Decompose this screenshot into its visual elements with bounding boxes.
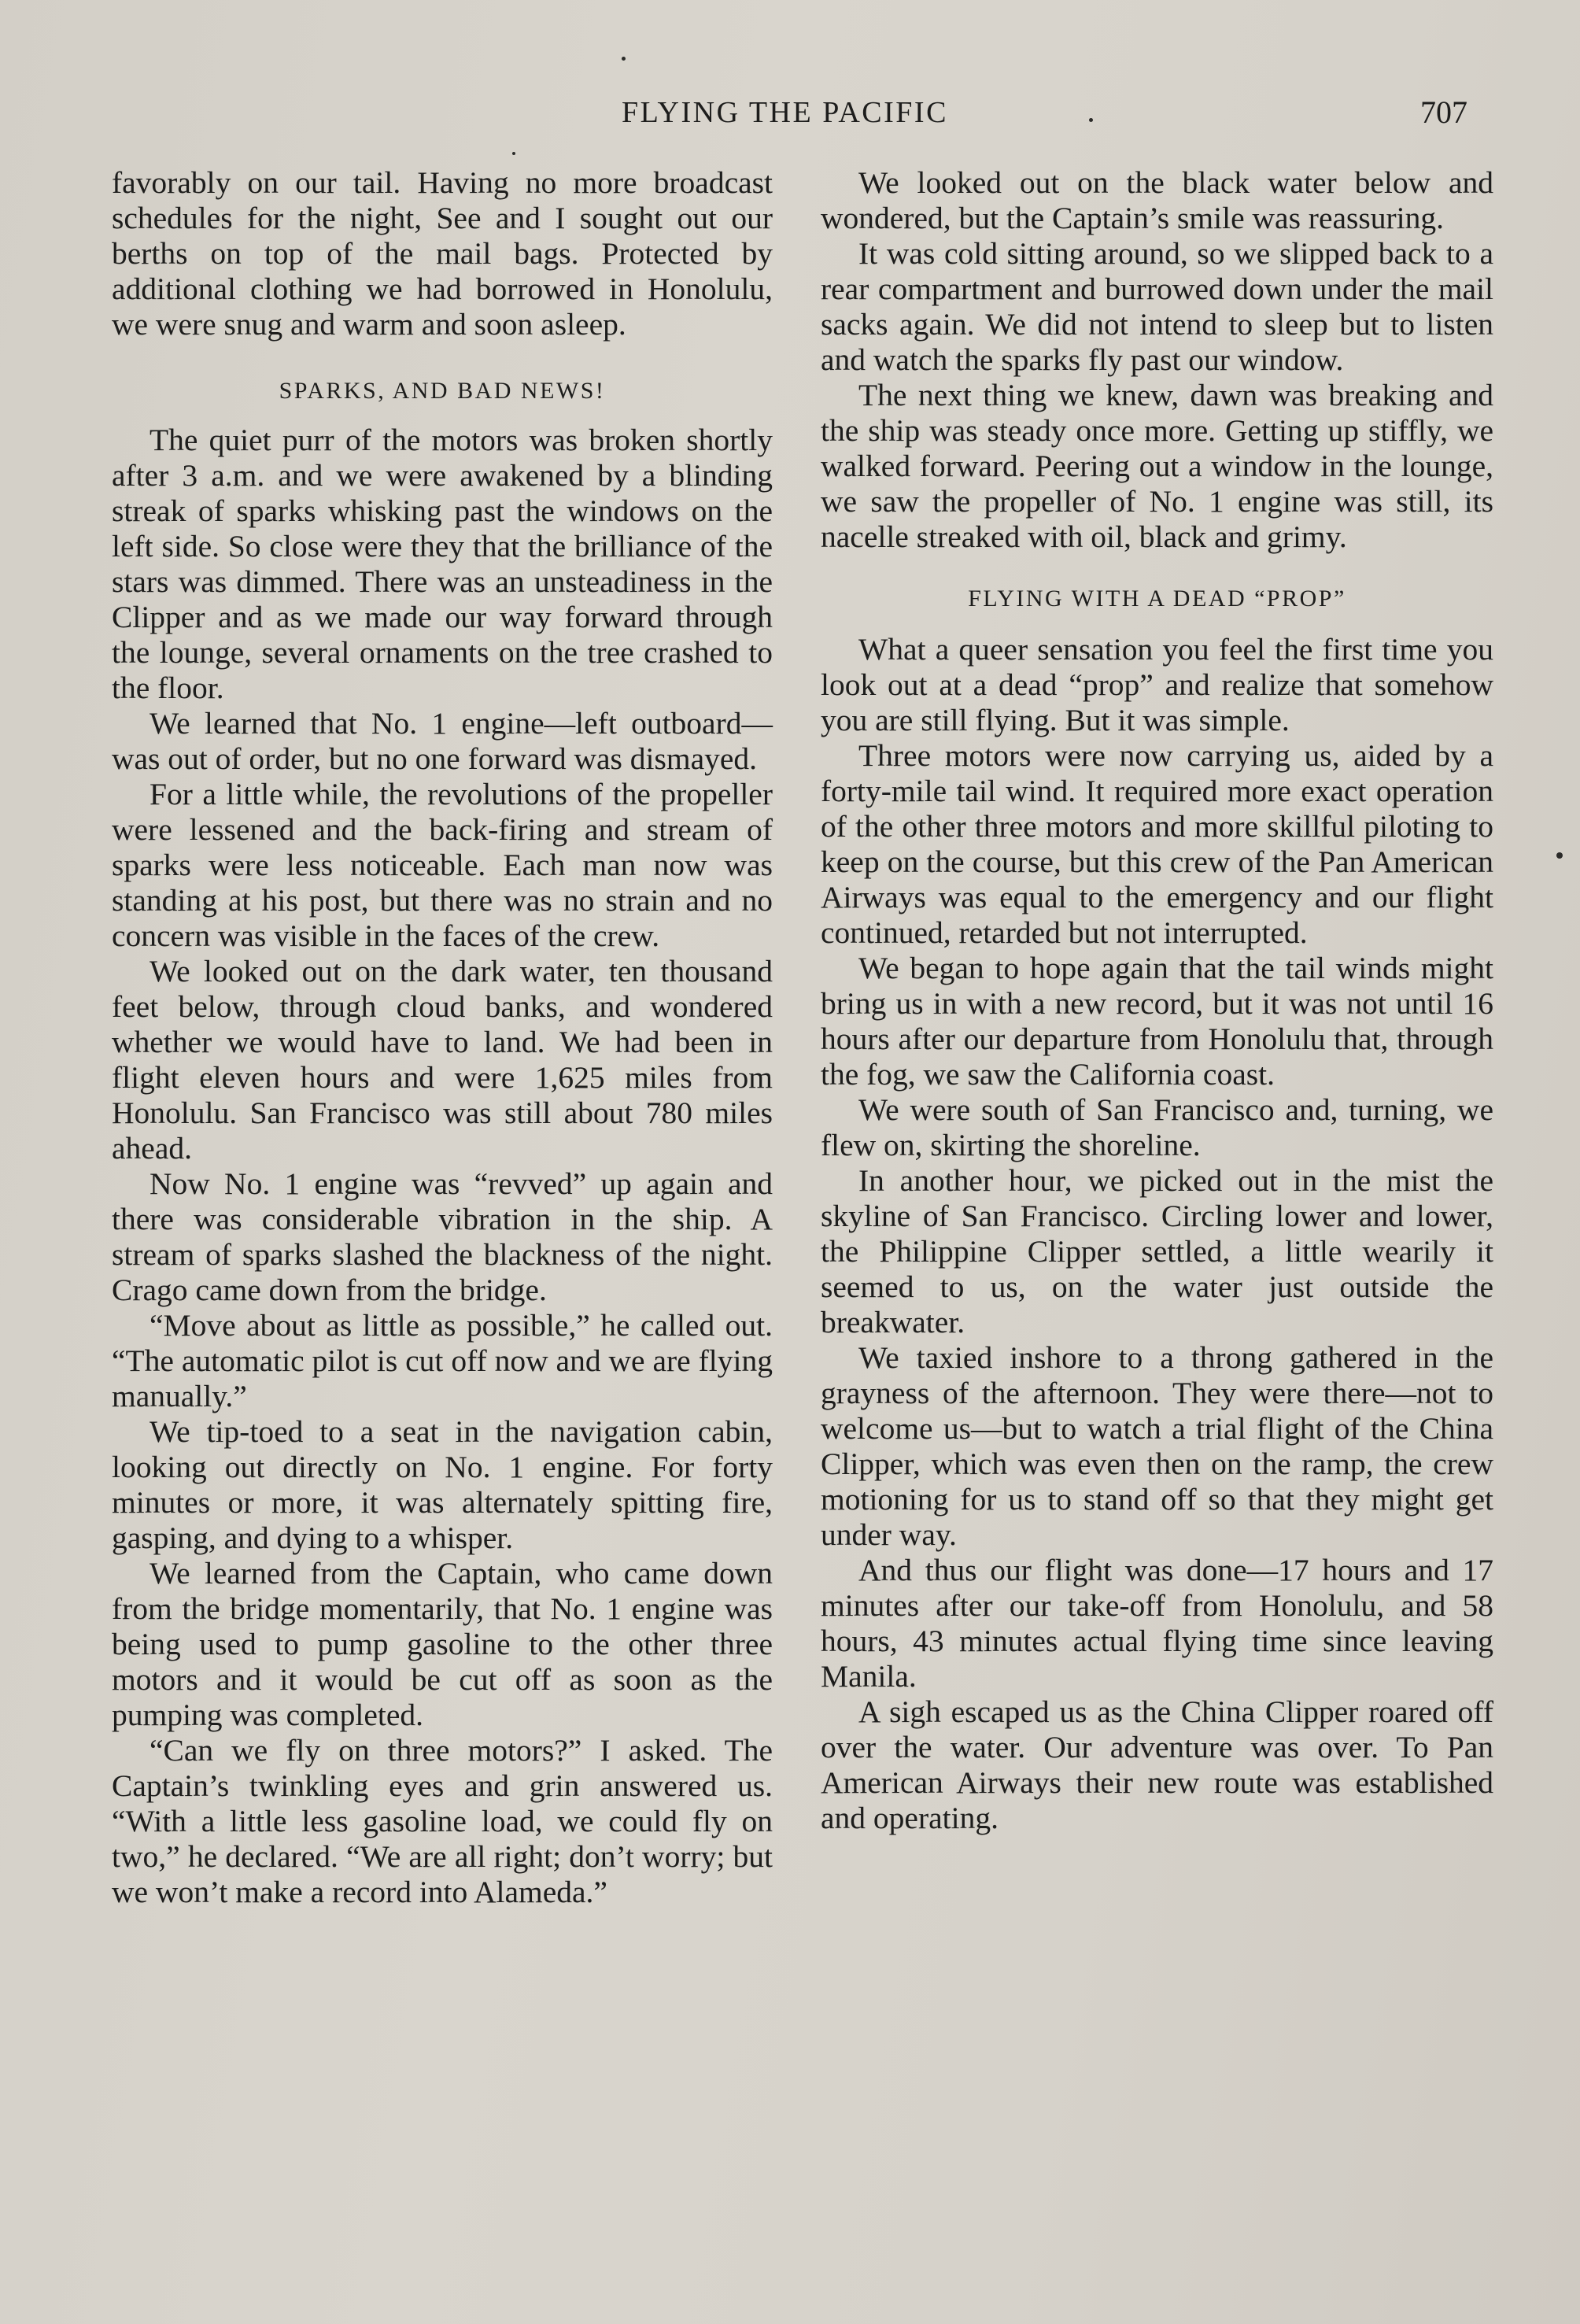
paragraph: We were south of San Francisco and, turning, we flew on, skirting the shoreline.: [821, 1092, 1493, 1162]
running-title: FLYING THE PACIFIC: [622, 96, 948, 129]
paper-speck: [512, 152, 515, 155]
left-column: [112, 165, 773, 1910]
paragraph: A sigh escaped us as the China Clipper roared off over the water. Our adventure was over. To Pan American Airways their new route was established and operating.: [821, 1694, 1493, 1835]
page-number: 707: [1420, 94, 1467, 130]
section-subhead: SPARKS, AND BAD NEWS!: [279, 378, 606, 404]
running-header: [0, 93, 1580, 132]
paragraph: favorably on our tail. Having no more broadcast schedules for the night, See and I sought out our berths on top of the mail bags. Protected by additional clothing we had borrowed in Honolulu, we were snug and warm and soon asleep.: [112, 165, 773, 342]
paragraph: The next thing we knew, dawn was breaking and the ship was steady once more. Getting up stiffly, we walked forward. Peering out a window in the lounge, we saw the propeller of No. 1 engine was still, its nacelle streaked with oil, black and grimy.: [821, 378, 1493, 554]
paragraph: In another hour, we picked out in the mist the skyline of San Francisco. Circling lower and lower, the Philippine Clipper settled, a little wearily it seemed to us, on the water just outside the breakwater.: [821, 1163, 1493, 1339]
paragraph: We learned that No. 1 engine—left outboard—was out of order, but no one forward was dismayed.: [112, 706, 773, 776]
paragraph: We began to hope again that the tail winds might bring us in with a new record, but it was not until 16 hours after our departure from Honolulu that, through the fog, we saw the California coast.: [821, 951, 1493, 1092]
paragraph: Now No. 1 engine was “revved” up again and there was considerable vibration in the ship. A stream of sparks slashed the blackness of the night. Crago came down from the bridge.: [112, 1166, 773, 1307]
paragraph: The quiet purr of the motors was broken shortly after 3 a.m. and we were awakened by a blinding streak of sparks whisking past the windows on the left side. So close were they that the brilliance of the stars was dimmed. There was an unsteadiness in the Clipper and as we made our way forward through the lounge, several ornaments on the tree crashed to the floor.: [112, 423, 773, 705]
paper-speck: [622, 57, 626, 61]
paper-speck: [1556, 852, 1563, 859]
paragraph: We looked out on the black water below and wondered, but the Captain’s smile was reassuring.: [821, 165, 1493, 235]
paper-speck: [1089, 118, 1093, 122]
paragraph: We tip-toed to a seat in the navigation cabin, looking out directly on No. 1 engine. For forty minutes or more, it was alternately spitting fire, gasping, and dying to a whisper.: [112, 1414, 773, 1555]
paragraph: It was cold sitting around, so we slipped back to a rear compartment and burrowed down under the mail sacks again. We did not intend to sleep but to listen and watch the sparks fly past our window.: [821, 236, 1493, 377]
right-column: [821, 165, 1493, 1836]
paragraph: “Can we fly on three motors?” I asked. The Captain’s twinkling eyes and grin answered us. “With a little less gasoline load, we could fly on two,” he declared. “We are all right; don’t worry; but we won’t make a record into Alameda.”: [112, 1733, 773, 1909]
paragraph: Three motors were now carrying us, aided by a forty-mile tail wind. It required more exact operation of the other three motors and more skillful piloting to keep on the course, but this crew of the Pan American Airways was equal to the emergency and our flight continued, retarded but not interrupted.: [821, 738, 1493, 950]
section-subhead: FLYING WITH A DEAD “PROP”: [968, 586, 1346, 611]
paragraph: And thus our flight was done—17 hours and 17 minutes after our take-off from Honolulu, and 58 hours, 43 minutes actual flying time since leaving Manila.: [821, 1553, 1493, 1694]
paragraph: For a little while, the revolutions of the propeller were lessened and the back-firing and stream of sparks were less noticeable. Each man now was standing at his post, but there was no strain and no concern was visible in the faces of the crew.: [112, 777, 773, 953]
paragraph: We looked out on the dark water, ten thousand feet below, through cloud banks, and wondered whether we would have to land. We had been in flight eleven hours and were 1,625 miles from Honolulu. San Francisco was still about 780 miles ahead.: [112, 954, 773, 1166]
paragraph: We taxied inshore to a throng gathered in the grayness of the afternoon. They were there—not to welcome us—but to watch a trial flight of the China Clipper, which was even then on the ramp, the crew motioning for us to stand off so that they might get under way.: [821, 1340, 1493, 1552]
paragraph: What a queer sensation you feel the first time you look out at a dead “prop” and realize that somehow you are still flying. But it was simple.: [821, 632, 1493, 737]
paragraph: We learned from the Captain, who came down from the bridge momentarily, that No. 1 engine was being used to pump gasoline to the other three motors and it would be cut off as soon as the pumping was completed.: [112, 1556, 773, 1732]
paragraph: “Move about as little as possible,” he called out. “The automatic pilot is cut off now and we are flying manually.”: [112, 1308, 773, 1413]
